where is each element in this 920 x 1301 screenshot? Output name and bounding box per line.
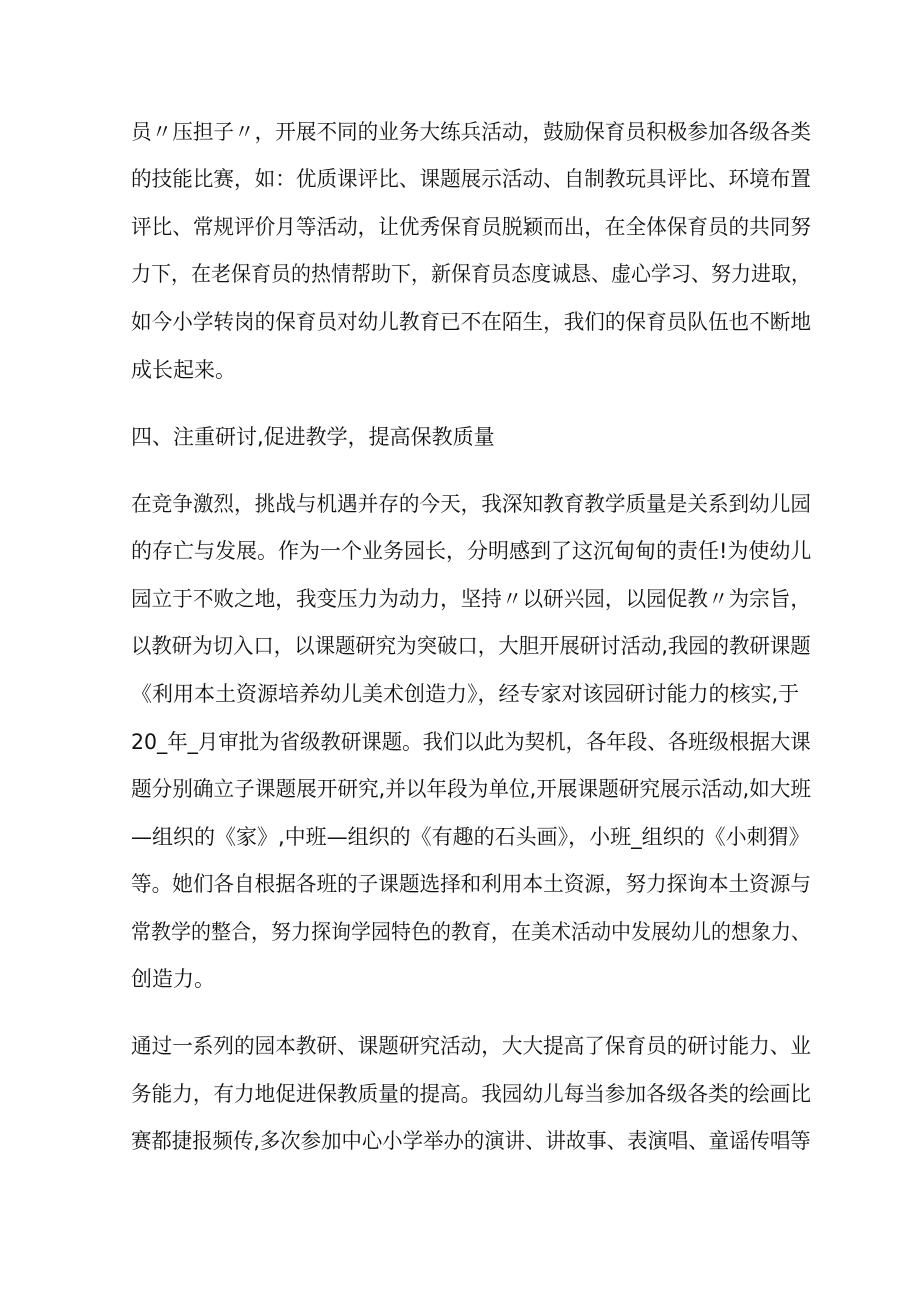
paragraph-1-line-5: 如今小学转岗的保育员对幼儿教育已不在陌生，我们的保育员队伍也不断地 <box>131 310 811 334</box>
section-heading: 四、注重研讨,促进教学，提高保教质量 <box>131 425 495 449</box>
paragraph-2-line-6: 20_年_月审批为省级教研课题。我们以此为契机，各年段、各班级根据大课 <box>131 730 811 754</box>
paragraph-2-line-4: 以教研为切入口，以课题研究为突破口，大胆开展研讨活动,我园的教研课题 <box>131 634 811 658</box>
paragraph-2-line-3: 园立于不败之地，我变压力为动力，坚持〃以研兴园，以园促教〃为宗旨， <box>131 587 811 611</box>
paragraph-2-line-2: 的存亡与发展。作为一个业务园长，分明感到了这沉甸甸的责任!为使幼儿 <box>131 539 812 563</box>
paragraph-2-line-11: 创造力。 <box>131 967 215 991</box>
paragraph-2-line-7: 题分别确立子课题展开研究,并以年段为单位,开展课题研究展示活动,如大班 <box>131 777 812 801</box>
paragraph-2-line-5: 《利用本土资源培养幼儿美术创造力》，经专家对该园研讨能力的核实,于 <box>131 682 800 706</box>
paragraph-3-line-3: 赛都捷报频传,多次参加中心小学举办的演讲、讲故事、表演唱、童谣传唱等 <box>131 1129 811 1153</box>
paragraph-2-line-8: —组织的《家》,中班—组织的《有趣的石头画》，小班_组织的《小刺猬》 <box>131 825 810 849</box>
paragraph-1-line-6: 成长起来。 <box>131 358 236 382</box>
paragraph-1-line-4: 力下，在老保育员的热情帮助下，新保育员态度诚恳、虚心学习、努力进取， <box>131 262 812 286</box>
paragraph-3-line-2: 务能力，有力地促进保教质量的提高。我园幼儿每当参加各级各类的绘画比 <box>131 1082 811 1106</box>
paragraph-1-line-3: 评比、常规评价月等活动，让优秀保育员脱颖而出，在全体保育员的共同努 <box>131 215 811 239</box>
paragraph-2-line-9: 等。她们各自根据各班的子课题选择和利用本土资源，努力探询本土资源与 <box>131 872 811 896</box>
paragraph-1-line-1: 员〃压担子〃，开展不同的业务大练兵活动，鼓励保育员积极参加各级各类 <box>131 120 811 144</box>
paragraph-2-line-1: 在竞争激烈，挑战与机遇并存的今天，我深知教育教学质量是关系到幼儿园 <box>131 492 811 516</box>
paragraph-1-line-2: 的技能比赛，如：优质课评比、课题展示活动、自制教玩具评比、环境布置 <box>131 167 811 191</box>
paragraph-3-line-1: 通过一系列的园本教研、课题研究活动，大大提高了保育员的研讨能力、业 <box>131 1034 811 1058</box>
paragraph-2-line-10: 常教学的整合，努力探询学园特色的教育，在美术活动中发展幼儿的想象力、 <box>131 920 812 944</box>
